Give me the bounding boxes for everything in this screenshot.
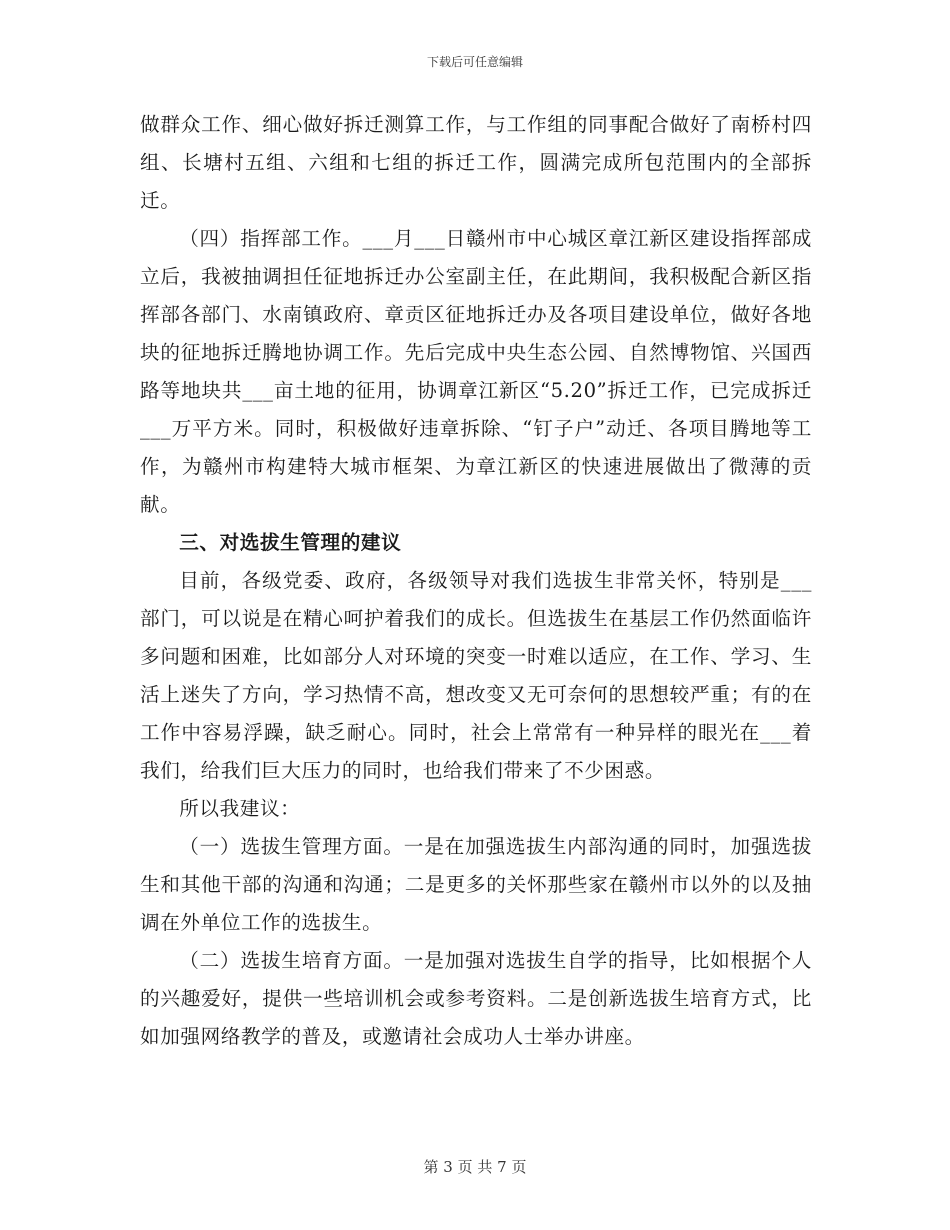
paragraph-suggestion-intro: 所以我建议： [179,797,301,820]
section-heading-suggestions: 三、对选拔生管理的建议 [179,531,402,554]
paragraph-training-suggestion: （二）选拔生培育方面。一是加强对选拔生自学的指导，比如根据个人的兴趣爱好，提供一些培训机会或参考资料。二是创新选拔生培育方式，比如加强网络教学的普及，或邀请社会成功人士举办讲座。 [140,949,812,1048]
page-number-footer: 第 3 页 共 7 页 [423,1158,527,1176]
paragraph-management-suggestion: （一）选拔生管理方面。一是在加强选拔生内部沟通的同时，加强选拔生和其他干部的沟通和沟通；二是更多的关怀那些家在赣州市以外的以及抽调在外单位工作的选拔生。 [140,835,812,934]
paragraph-command-work: （四）指挥部工作。___月___日赣州市中心城区章江新区建设指挥部成立后，我被抽调担任征地拆迁办公室副主任，在此期间，我积极配合新区指挥部各部门、水南镇政府、章贡区征地拆迁办及各项目建设单位，做好各地块的征地拆迁腾地协调工作。先后完成中央生态公园、自然博物馆、兴国西路等地块共___亩土地的征用，协调章江新区“5.20”拆迁工作，已完成拆迁___万平方米。同时，积极做好违章拆除、“钉子户”动迁、各项目腾地等工作，为赣州市构建特大城市框架、为章江新区的快速进展做出了微薄的贡献。 [140,227,812,516]
document-body [140,106,812,1056]
paragraph-continuation: 做群众工作、细心做好拆迁测算工作，与工作组的同事配合做好了南桥村四组、长塘村五组、六组和七组的拆迁工作，圆满完成所包范围内的全部拆迁。 [140,113,812,212]
paragraph-current-situation: 目前，各级党委、政府，各级领导对我们选拔生非常关怀，特别是___部门，可以说是在精心呵护着我们的成长。但选拔生在基层工作仍然面临许多问题和困难，比如部分人对环境的突变一时难以适应，在工作、学习、生活上迷失了方向，学习热情不高，想改变又无可奈何的思想较严重；有的在工作中容易浮躁，缺乏耐心。同时，社会上常常有一种异样的眼光在___着我们，给我们巨大压力的同时，也给我们带来了不少困惑。 [140,569,812,782]
page-header-note: 下载后可任意编辑 [426,55,523,69]
